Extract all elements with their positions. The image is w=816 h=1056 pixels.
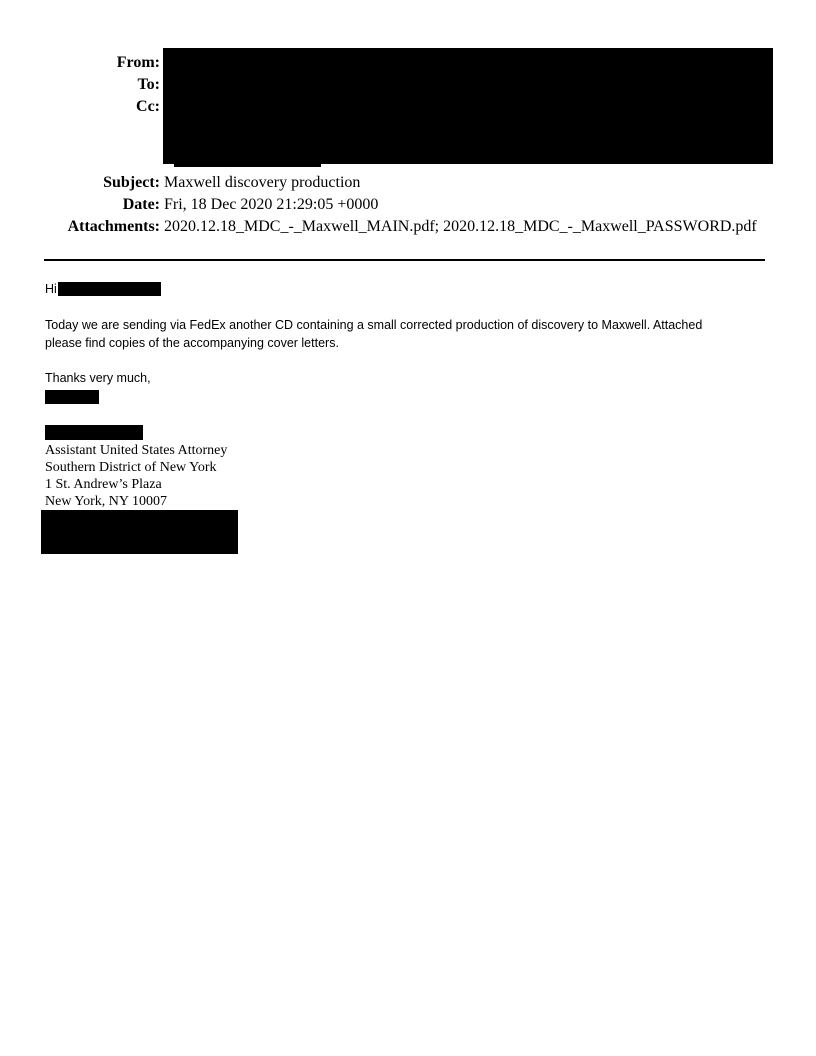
attachments-label: Attachments: [67,218,160,235]
from-label: From: [116,54,160,71]
date-value: Fri, 18 Dec 2020 21:29:05 +0000 [164,196,379,213]
recipients-redaction-tail [174,162,321,167]
sender-full-name-redaction [45,425,143,440]
cc-label: Cc: [136,98,160,115]
signature-address-line-1: 1 St. Andrew’s Plaza [45,477,162,492]
greeting-name-redaction [58,282,161,296]
sender-first-name-redaction [45,390,99,404]
signature-title: Assistant United States Attorney [45,443,228,458]
recipients-redaction [163,48,773,164]
body-paragraph-line-2: please find copies of the accompanying cover letters. [45,336,339,350]
body-paragraph-line-1: Today we are sending via FedEx another CD containing a small corrected production of discovery to Maxwell. Attached [45,318,703,332]
attachments-value: 2020.12.18_MDC_-_Maxwell_MAIN.pdf; 2020.12.18_MDC_-_Maxwell_PASSWORD.pdf [164,218,757,235]
closing: Thanks very much, [45,371,151,385]
to-label: To: [137,76,160,93]
contact-info-redaction [41,510,238,554]
date-label: Date: [122,196,160,213]
signature-office: Southern District of New York [45,460,217,475]
greeting: Hi [45,282,57,296]
subject-label: Subject: [103,174,160,191]
subject-value: Maxwell discovery production [164,174,361,191]
signature-address-line-2: New York, NY 10007 [45,494,167,509]
header-divider [44,259,765,261]
